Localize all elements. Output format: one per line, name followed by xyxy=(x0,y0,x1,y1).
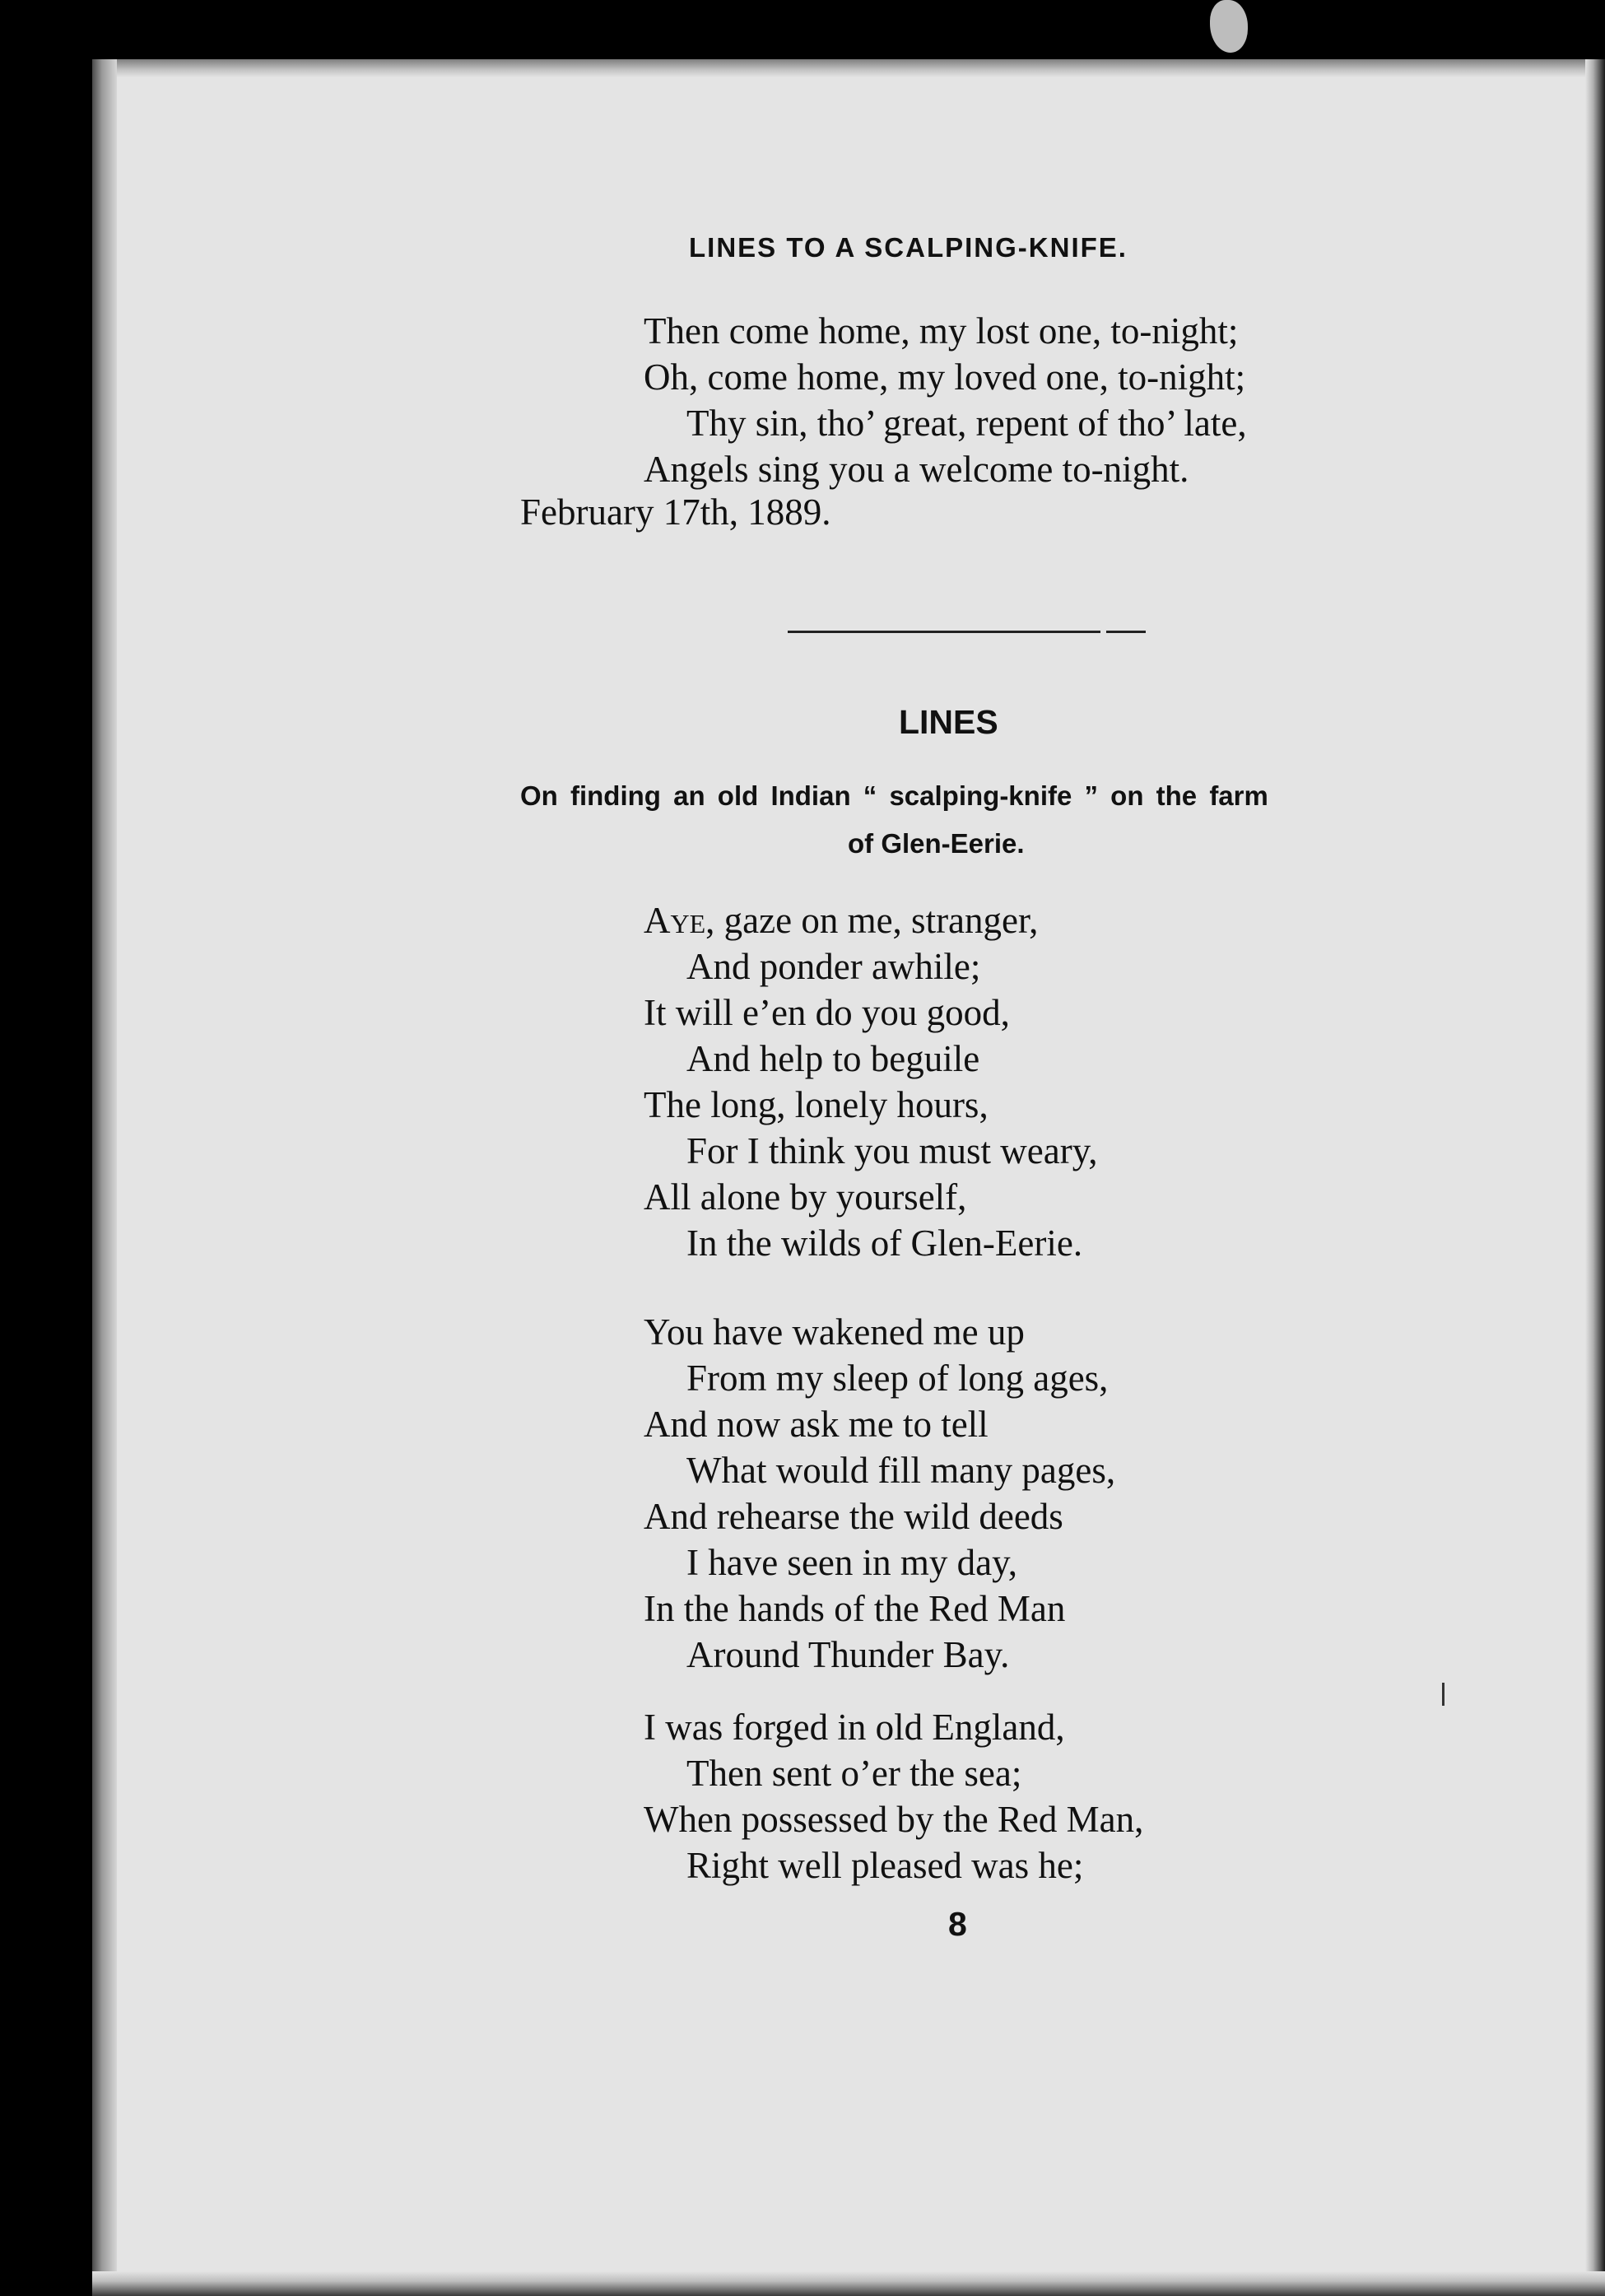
verse-line: Oh, come home, my loved one, to-night; xyxy=(644,356,1246,398)
verse-line: All alone by yourself, xyxy=(644,1176,967,1218)
poem-title: LINES xyxy=(899,703,998,741)
verse-line: And now ask me to tell xyxy=(644,1404,989,1445)
scan-blot xyxy=(1210,0,1248,53)
verse-line: Then sent o’er the sea; xyxy=(686,1753,1022,1794)
verse-line: It will e’en do you good, xyxy=(644,992,1010,1033)
verse-line: The long, lonely hours, xyxy=(644,1084,989,1125)
verse-line: And help to beguile xyxy=(686,1038,980,1079)
verse-line: What would fill many pages, xyxy=(686,1450,1116,1491)
page-bottom-edge xyxy=(92,2271,1605,2296)
previous-poem-stanza xyxy=(644,308,1247,492)
verse-line: I have seen in my day, xyxy=(686,1542,1017,1583)
page-binding-edge xyxy=(92,59,117,2296)
verse-line: You have wakened me up xyxy=(644,1311,1025,1353)
verse-line: Thy sin, tho’ great, repent of tho’ late, xyxy=(686,403,1247,444)
poem-stanza-2 xyxy=(644,1309,1115,1678)
verse-line: In the hands of the Red Man xyxy=(644,1588,1066,1629)
section-divider xyxy=(788,631,1100,633)
section-divider-short xyxy=(1106,631,1146,633)
poem-subtitle-line1: On finding an old Indian “ scalping-knife ” on the farm xyxy=(520,780,1268,811)
poem-date: February 17th, 1889. xyxy=(520,491,831,533)
page-right-edge xyxy=(1585,59,1605,2296)
verse-line: For I think you must weary, xyxy=(686,1130,1098,1171)
poem-stanza-3 xyxy=(644,1704,1143,1888)
verse-line: In the wilds of Glen-Eerie. xyxy=(686,1223,1083,1264)
verse-line: And rehearse the wild deeds xyxy=(644,1496,1063,1537)
verse-line: From my sleep of long ages, xyxy=(686,1358,1109,1399)
drop-word: Aye, xyxy=(644,900,715,941)
verse-line: Angels sing you a welcome to-night. xyxy=(644,449,1189,490)
verse-line: Around Thunder Bay. xyxy=(686,1634,1010,1675)
verse-line: And ponder awhile; xyxy=(686,946,981,987)
verse-line-rest: gaze on me, stranger, xyxy=(714,900,1039,941)
verse-line: Right well pleased was he; xyxy=(686,1845,1084,1886)
page-number: 8 xyxy=(948,1905,967,1943)
verse-line: I was forged in old England, xyxy=(644,1707,1065,1748)
verse-line: Then come home, my lost one, to-night; xyxy=(644,310,1239,352)
print-speck xyxy=(1442,1683,1444,1706)
running-head: LINES TO A SCALPING-KNIFE. xyxy=(689,232,1128,263)
verse-line: When possessed by the Red Man, xyxy=(644,1799,1144,1840)
poem-stanza-1 xyxy=(644,897,1098,1266)
book-page xyxy=(92,59,1605,2296)
poem-subtitle-line2: of Glen-Eerie. xyxy=(848,828,1025,859)
page-top-edge xyxy=(92,59,1605,77)
verse-line xyxy=(644,897,1098,943)
